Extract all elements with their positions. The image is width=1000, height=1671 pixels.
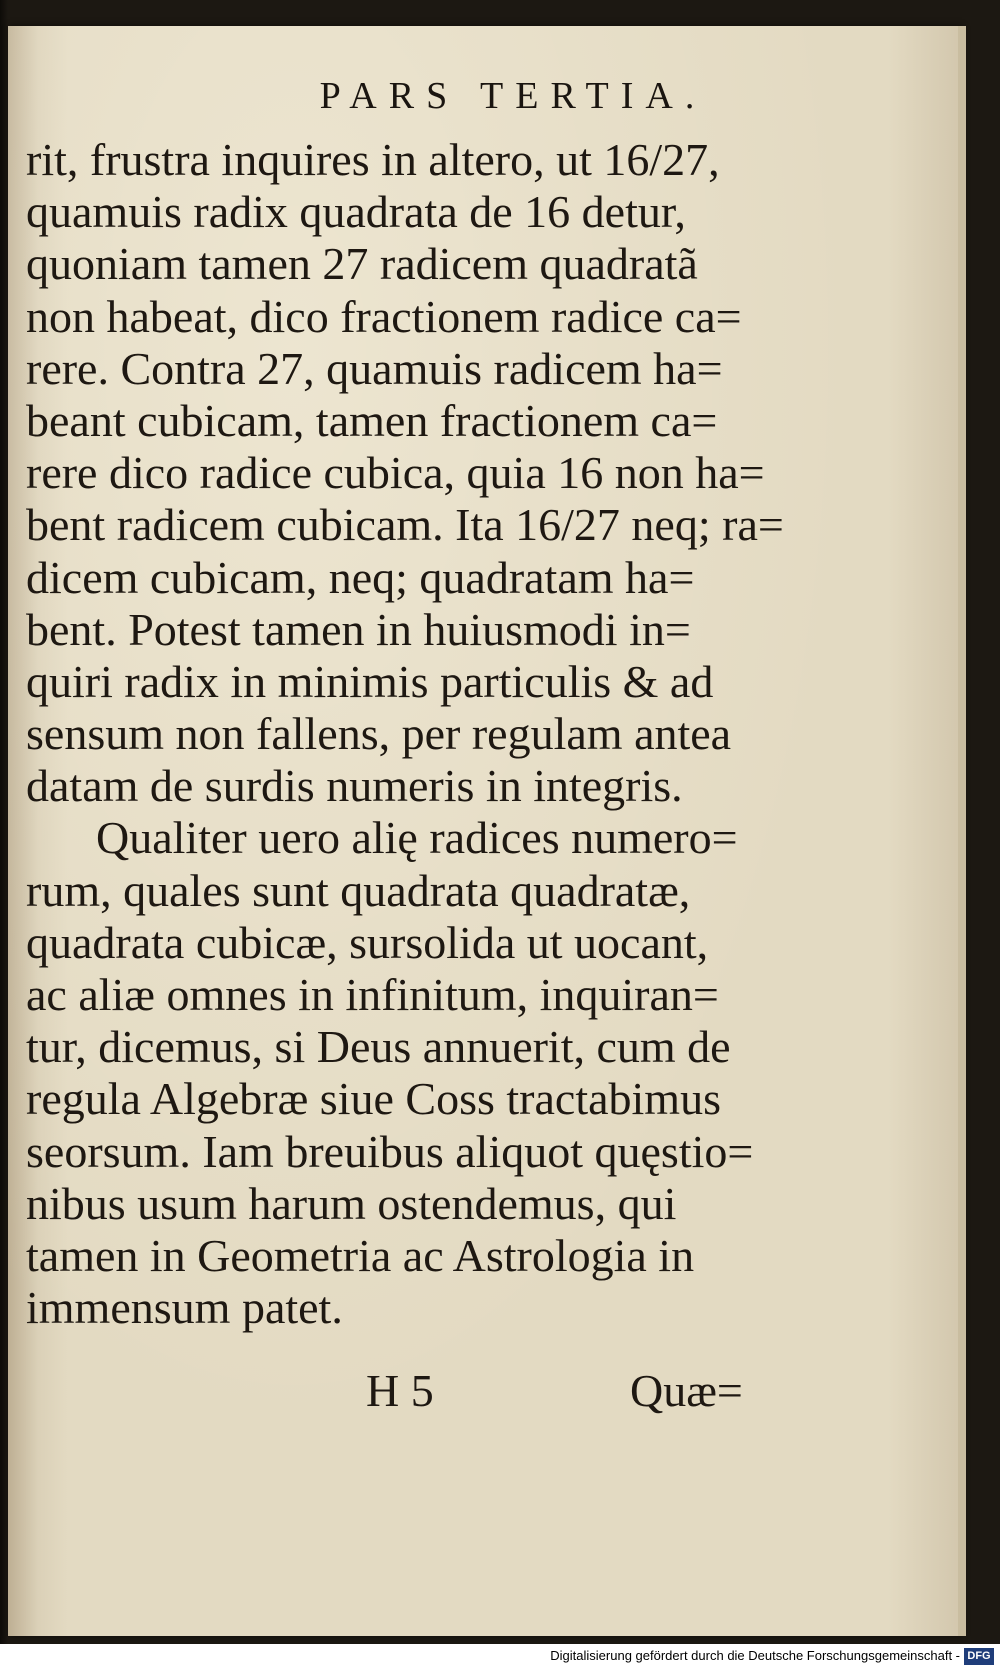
text-line: ac aliæ omnes in infinitum, inquiran= bbox=[26, 969, 719, 1020]
text-line: Qualiter uero alię radices numero= bbox=[96, 812, 738, 864]
text-line: sensum non fallens, per regulam antea bbox=[26, 708, 732, 760]
text-line: non habeat, dico fractionem radice ca= bbox=[26, 290, 742, 342]
text-line: bent radicem cubicam. Ita 16/27 neq; ra= bbox=[26, 499, 784, 551]
text-line: rere. Contra 27, quamuis radicem ha= bbox=[26, 342, 723, 394]
text-line: immensum patet. bbox=[26, 1282, 343, 1334]
running-header: PARS TERTIA. bbox=[319, 75, 707, 117]
text-line: tamen in Geometria ac Astrologia in bbox=[26, 1229, 695, 1281]
dfg-logo: DFG bbox=[964, 1648, 994, 1665]
text-line: datam de surdis numeris in integris. bbox=[26, 760, 683, 812]
text-line: rit, frustra inquires in altero, ut 16/27, bbox=[26, 134, 720, 185]
signature-line bbox=[8, 1364, 768, 1420]
body-text bbox=[26, 134, 784, 1334]
text-line: seorsum. Iam breuibus aliquot quęstio= bbox=[26, 1125, 754, 1177]
digitization-footer bbox=[0, 1644, 1000, 1671]
signature-mark: H 5 bbox=[366, 1365, 434, 1416]
text-line: tur, dicemus, si Deus annuerit, cum de bbox=[26, 1021, 731, 1073]
text-line: beant cubicam, tamen fractionem ca= bbox=[26, 394, 718, 446]
text-line: rum, quales sunt quadrata quadratæ, bbox=[26, 864, 691, 916]
text-line: quadrata cubicæ, sursolida ut uocant, bbox=[26, 916, 709, 968]
catchword: Quæ= bbox=[630, 1365, 743, 1416]
text-line: quiri radix in minimis particulis & ad bbox=[26, 655, 714, 707]
text-line: rere dico radice cubica, quia 16 non ha= bbox=[26, 447, 765, 499]
text-line: quamuis radix quadrata de 16 detur, bbox=[26, 186, 686, 238]
text-line: nibus usum harum ostendemus, qui bbox=[26, 1177, 677, 1229]
text-line: dicem cubicam, neq; quadratam ha= bbox=[26, 551, 695, 603]
text-line: regula Algebræ siue Coss tractabimus bbox=[26, 1073, 721, 1125]
page-fore-edge bbox=[958, 26, 966, 1636]
text-line: quoniam tamen 27 radicem quadratã bbox=[26, 238, 698, 290]
book-page bbox=[8, 26, 960, 1636]
text-line: bent. Potest tamen in huiusmodi in= bbox=[26, 603, 691, 655]
funding-credit: Digitalisierung gefördert durch die Deutsche Forschungsgemeinschaft - bbox=[550, 1648, 960, 1663]
